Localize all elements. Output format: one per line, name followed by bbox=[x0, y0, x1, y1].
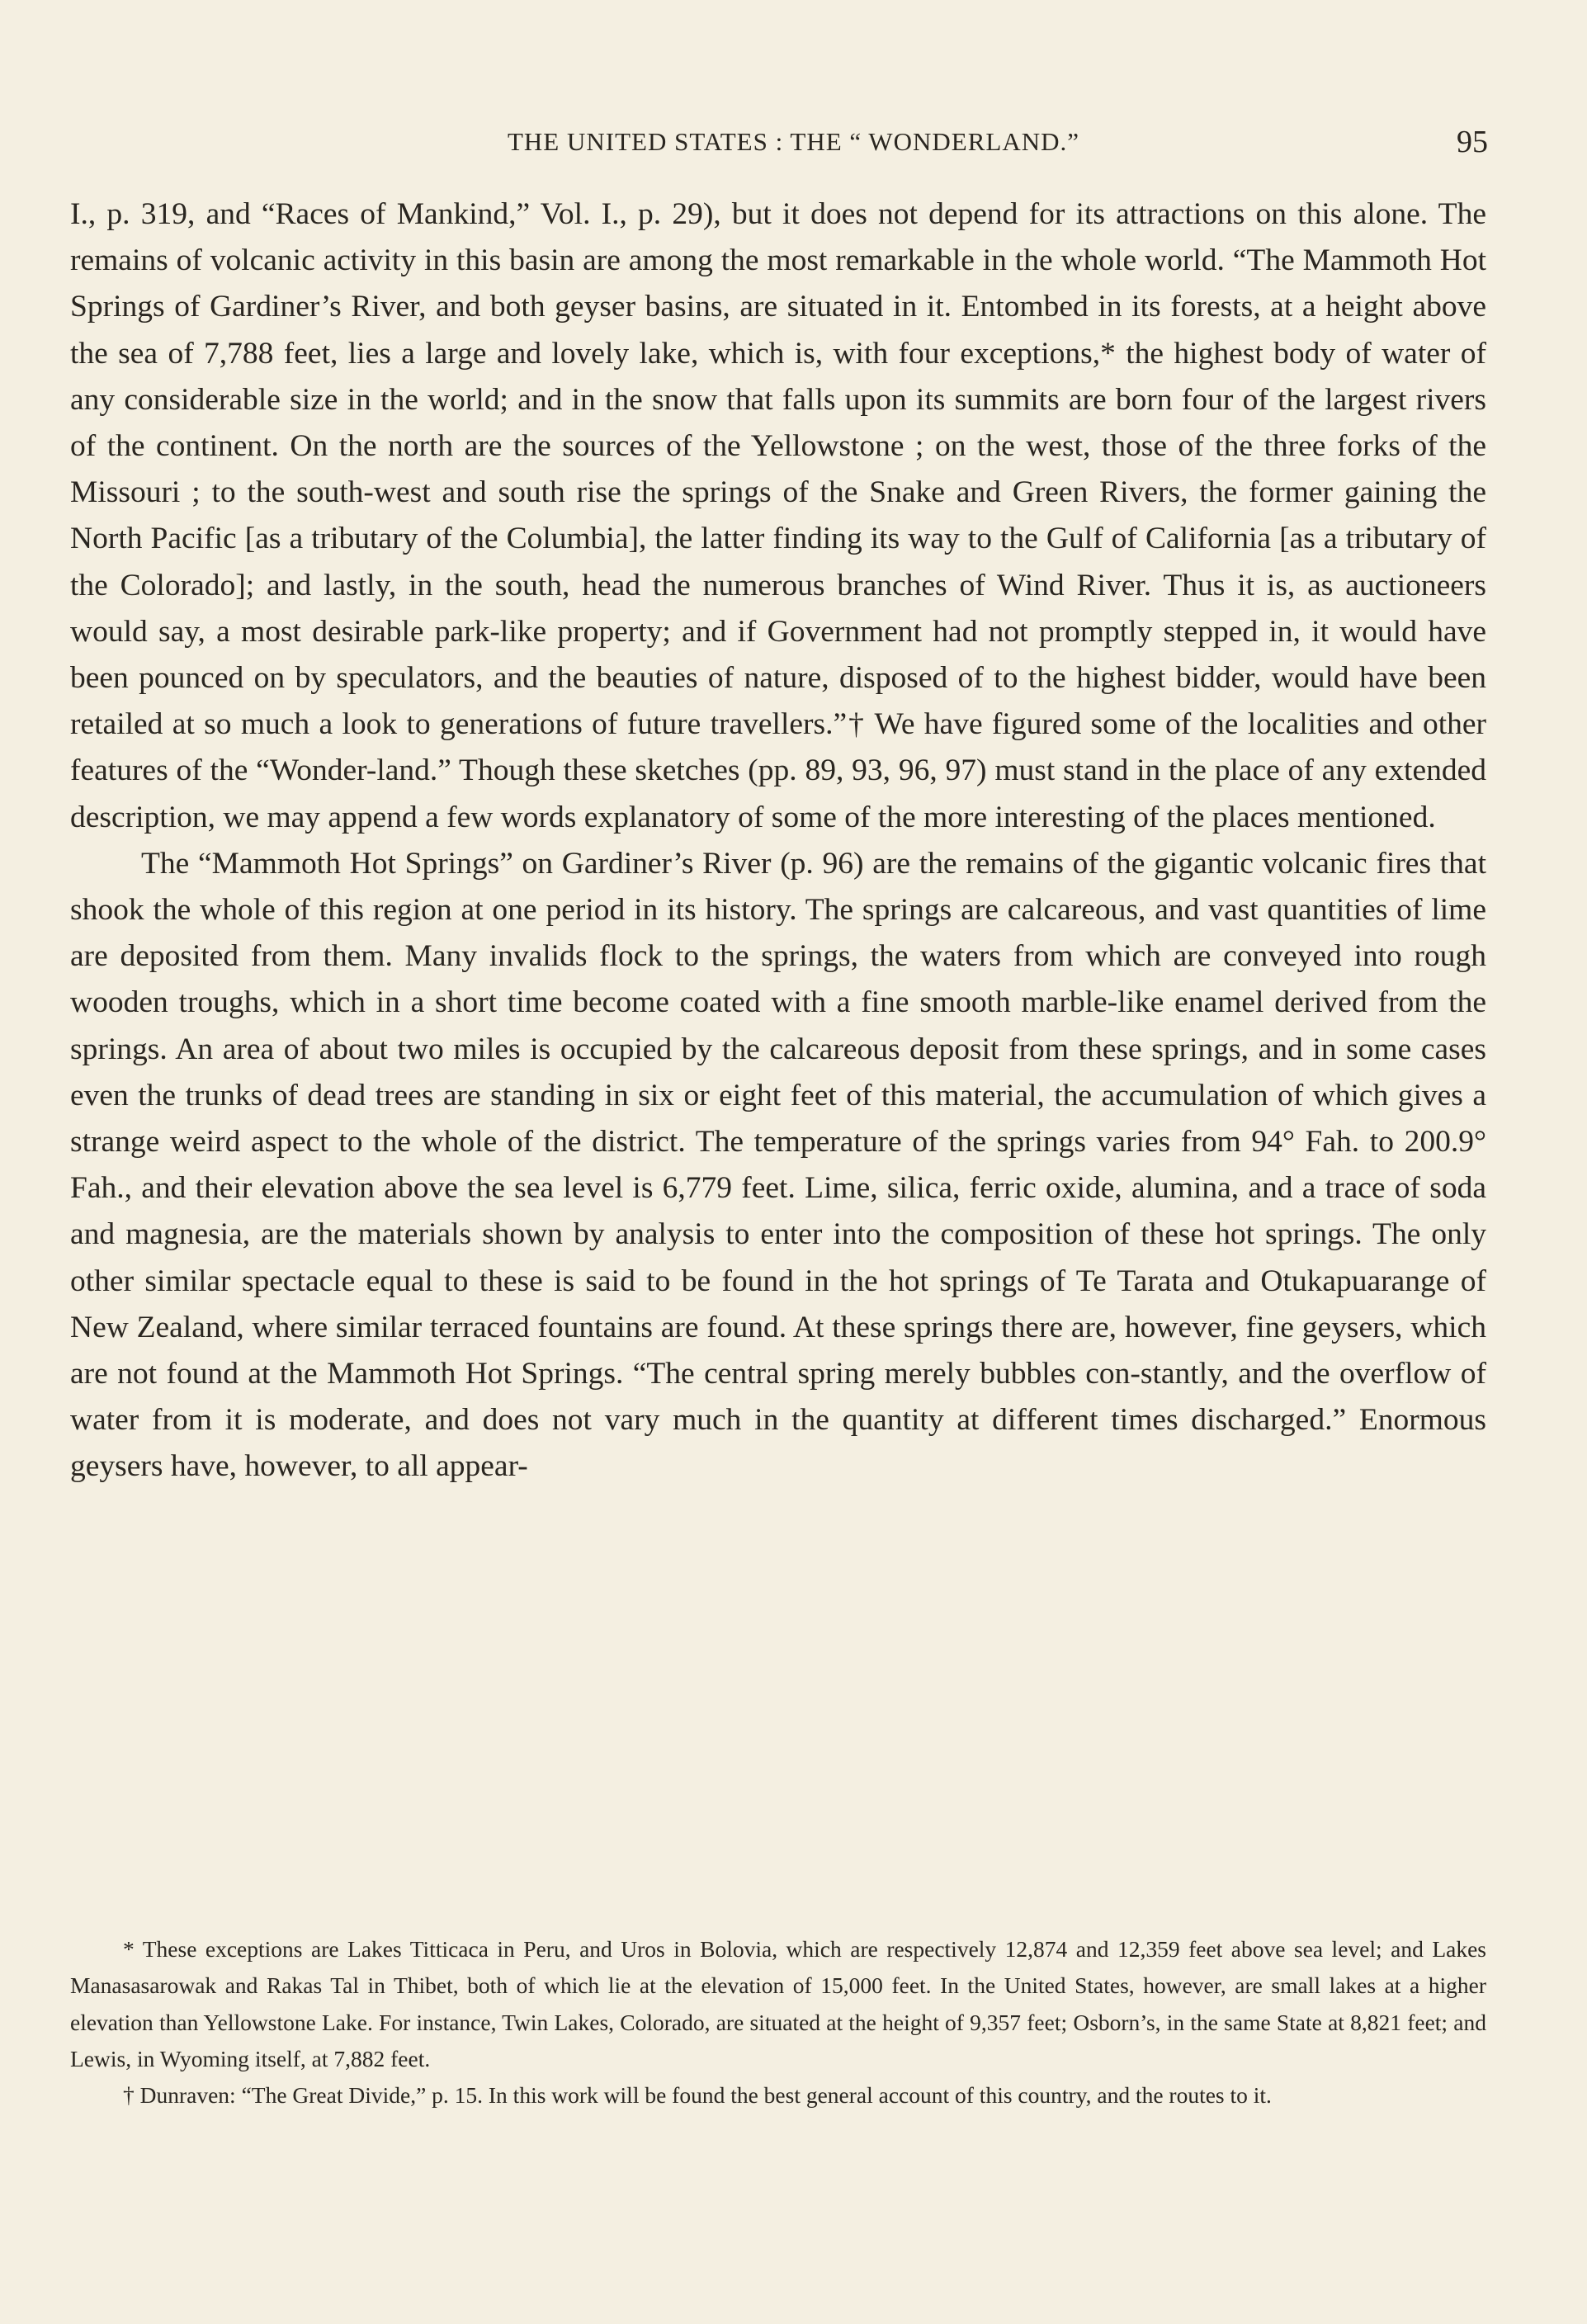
footnote-dunraven: † Dunraven: “The Great Divide,” p. 15. In this work will be found the best general account of this country, and the routes to it. bbox=[123, 2082, 1272, 2109]
footnotes bbox=[70, 1931, 1486, 2114]
running-head bbox=[0, 124, 1587, 165]
footnote-lakes: * These exceptions are Lakes Titticaca in Peru, and Uros in Bolovia, which are respectively 12,874 and 12,359 feet above sea level; and Lakes Manasasarowak and Rakas Tal in Thibet, both of which lie at the elevation of 15,000 feet. In the United States, however, are small lakes at a higher elevation than Yellowstone Lake. For instance, Twin Lakes, Colorado, are situated at the height of 9,357 feet; Osborn’s, in the same State at 8,821 feet; and Lewis, in Wyoming itself, at 7,882 feet. bbox=[70, 1936, 1486, 2071]
paragraph-mammoth-hot-springs: The “Mammoth Hot Springs” on Gardiner’s River (p. 96) are the remains of the gigantic volcanic fires that shook the whole of this region at one period in its history. The springs are calcareous, and vast quantities of lime are deposited from them. Many invalids flock to the springs, the waters from which are conveyed into rough wooden troughs, which in a short time become coated with a fine smooth marble-like enamel derived from the springs. An area of about two miles is occupied by the calcareous deposit from these springs, and in some cases even the trunks of dead trees are standing in six or eight feet of this material, the accumulation of which gives a strange weird aspect to the whole of the district. The temperature of the springs varies from 94° Fah. to 200.9° Fah., and their elevation above the sea level is 6,779 feet. Lime, silica, ferric oxide, alumina, and a trace of soda and magnesia, are the materials shown by analysis to enter into the composition of these hot springs. The only other similar spectacle equal to these is said to be found in the hot springs of Te Tarata and Otukapuarange of New Zealand, where similar terraced fountains are found. At these springs there are, however, fine geysers, which are not found at the Mammoth Hot Springs. “The central spring merely bubbles con-stantly, and the overflow of water from it is moderate, and does not vary much in the quantity at different times discharged.” Enormous geysers have, however, to all appear- bbox=[70, 846, 1486, 1484]
running-title: THE UNITED STATES : THE “ WONDERLAND.” bbox=[507, 127, 1080, 156]
body-text bbox=[70, 191, 1486, 1490]
page-number: 95 bbox=[1457, 125, 1488, 159]
paragraph-continuation: I., p. 319, and “Races of Mankind,” Vol. I., p. 29), but it does not depend for its attractions on this alone. The remains of volcanic activity in this basin are among the most remarkable in the whole world. “The Mammoth Hot Springs of Gardiner’s River, and both geyser basins, are situated in it. Entombed in its forests, at a height above the sea of 7,788 feet, lies a large and lovely lake, which is, with four exceptions,* the highest body of water of any considerable size in the world; and in the snow that falls upon its summits are born four of the largest rivers of the continent. On the north are the sources of the Yellowstone ; on the west, those of the three forks of the Missouri ; to the south-west and south rise the springs of the Snake and Green Rivers, the former gaining the North Pacific [as a tributary of the Columbia], the latter finding its way to the Gulf of California [as a tributary of the Colorado]; and lastly, in the south, head the numerous branches of Wind River. Thus it is, as auctioneers would say, a most desirable park-like property; and if Government had not promptly stepped in, it would have been pounced on by speculators, and the beauties of nature, disposed of to the highest bidder, would have been retailed at so much a look to generations of future travellers.”† We have figured some of the localities and other features of the “Wonder-land.” Though these sketches (pp. 89, 93, 96, 97) must stand in the place of any extended description, we may append a few words explanatory of some of the more interesting of the places mentioned. bbox=[70, 197, 1486, 834]
